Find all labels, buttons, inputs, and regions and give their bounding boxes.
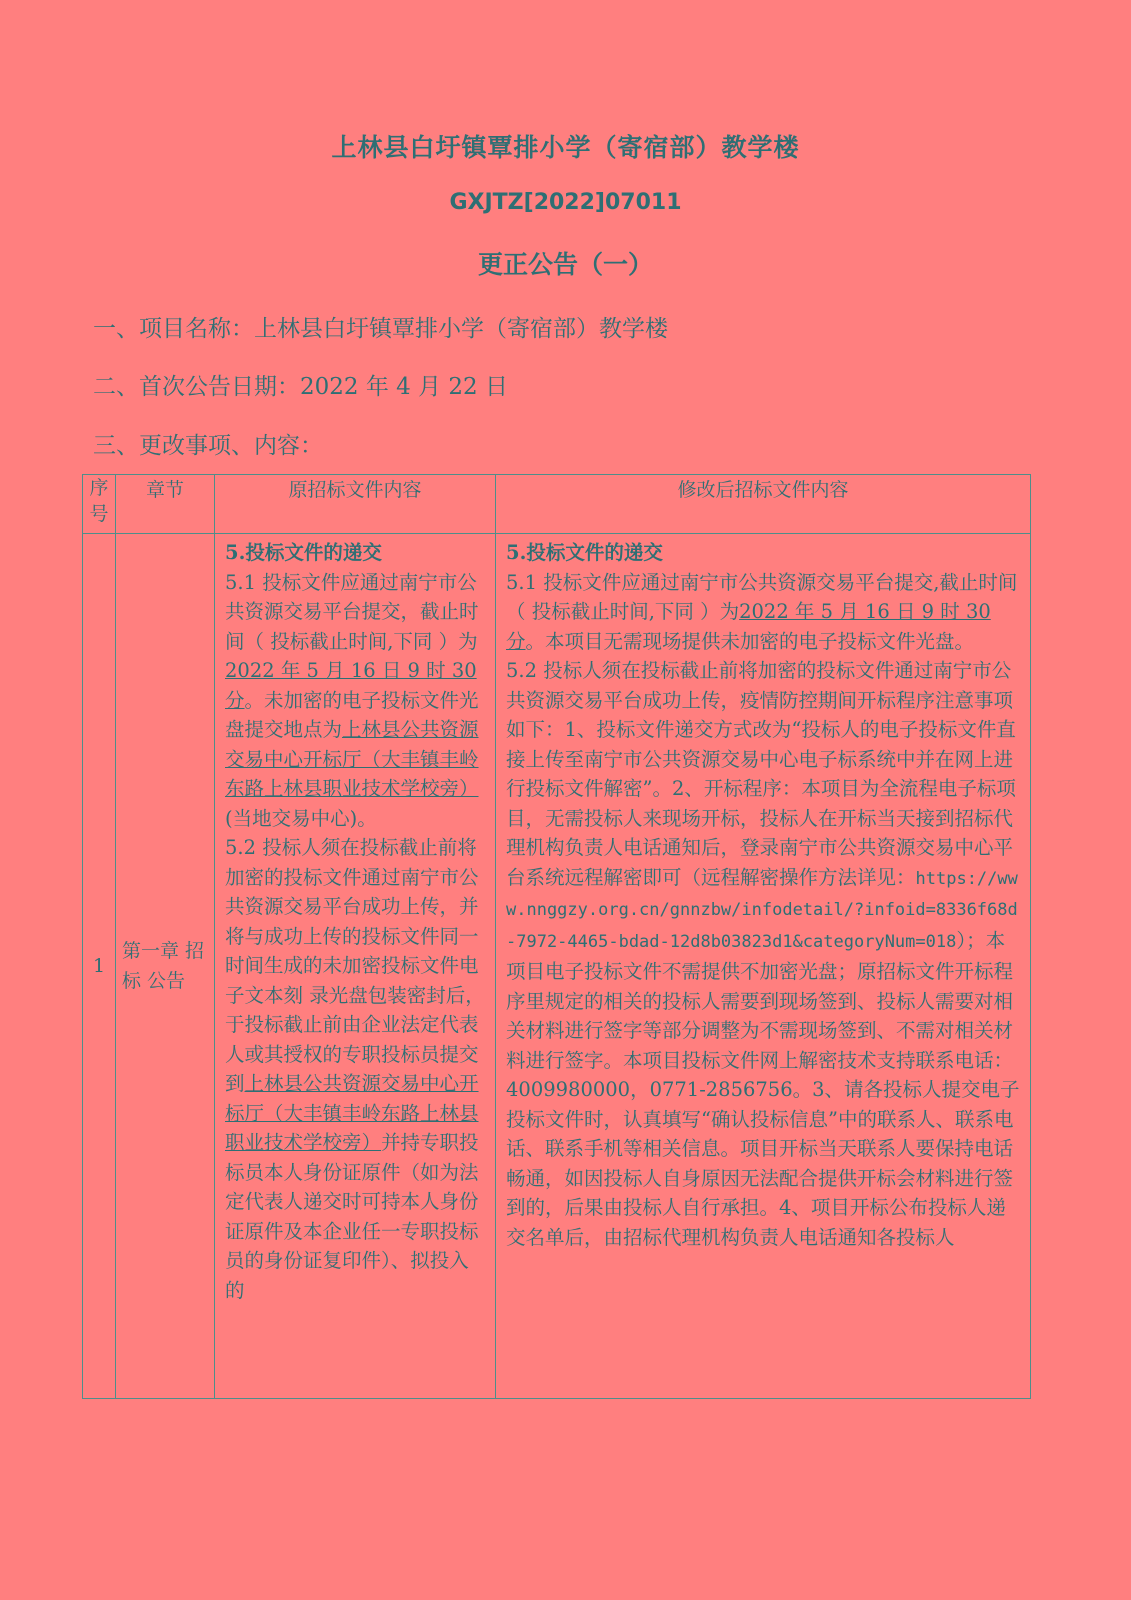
original-delivery-location: 上林县公共资源交易中心开标厅（大丰镇丰岭东路上林县职业技术学校旁） xyxy=(225,1072,479,1154)
header-serial-number: 序号 xyxy=(83,475,116,534)
project-name-line: 一、项目名称：上林县白圩镇覃排小学（寄宿部）教学楼 xyxy=(93,316,668,342)
changes-table xyxy=(82,474,1031,1399)
notice-title: 更正公告（一） xyxy=(477,250,653,279)
revised-paragraph-5-1: 5.1 投标文件应通过南宁市公共资源交易平台提交,截止时间（ 投标截止时间,下同 ）为2022 年 5 月 16 日 9 时 30 分。本项目无需现场提供未加密的电子投标文件光盘。 xyxy=(506,570,1018,653)
document-code: GXJTZ[2022]07011 xyxy=(449,190,682,215)
table-row xyxy=(83,534,1031,1399)
row-serial-number: 1 xyxy=(83,534,116,1399)
project-title: 上林县白圩镇覃排小学（寄宿部）教学楼 xyxy=(331,133,800,162)
original-paragraph-5-1: 5.1 投标文件应通过南宁市公共资源交易平台提交，截止时间（ 投标截止时间,下同 ）为2022 年 5 月 16 日 9 时 30 分。未加密的电子投标文件光盘提交地点为上林县公共资源交易中心开标厅（大丰镇丰岭东路上林县职业技术学校旁）(当地交易中心)。 xyxy=(225,570,479,830)
revised-deadline: 2022 年 5 月 16 日 9 时 30 分 xyxy=(506,600,991,653)
original-submission-location: 上林县公共资源交易中心开标厅（大丰镇丰岭东路上林县职业技术学校旁） xyxy=(225,718,479,800)
original-content-cell xyxy=(215,534,496,1399)
header-chapter: 章节 xyxy=(116,475,215,534)
row-chapter: 第一章 招 标 公告 xyxy=(116,534,215,1399)
revised-content-cell xyxy=(496,534,1031,1399)
first-announcement-date-line: 二、首次公告日期：2022 年 4 月 22 日 xyxy=(93,374,508,400)
original-deadline: 2022 年 5 月 16 日 9 时 30 分 xyxy=(225,659,477,712)
header-revised-content: 修改后招标文件内容 xyxy=(496,475,1031,534)
revised-paragraph-5-2: 5.2 投标人须在投标截止前将加密的投标文件通过南宁市公共资源交易平台成功上传，疫情防控期间开标程序注意事项如下：1、投标文件递交方式改为“投标人的电子投标文件直接上传至南宁市公共资源交易中心电子标系统中并在网上进行投标文件解密”。2、开标程序：本项目为全流程电子标项目，无需投标人来现场开标，投标人在开标当天接到招标代理机构负责人电话通知后，登录南宁市公共资源交易中心平台系统远程解密即可（远程解密操作方法详见：https://www.nnggzy.org.cn/gnnzbw/infodetail/?infoid=8336f68d-7972-4465-bdad-12d8b03823d1&categoryNum=018）；本项目电子投标文件不需提供不加密光盘；原招标文件开标程序里规定的相关的投标人需要到现场签到、投标人需要对相关材料进行签字等部分调整为不需现场签到、不需对相关材料进行签字。本项目投标文件网上解密技术支持联系电话：4009980000，0771-2856756。3、请各投标人提交电子投标文件时，认真填写“确认投标信息”中的联系人、联系电话、联系手机等相关信息。项目开标当天联系人要保持电话畅通，如因投标人自身原因无法配合提供开标会材料进行签到的，后果由投标人自行承担。4、项目开标公布投标人递交名单后，由招标代理机构负责人电话通知各投标人 xyxy=(506,659,1020,1249)
table-header-row xyxy=(83,475,1031,534)
header-original-content: 原招标文件内容 xyxy=(215,475,496,534)
revised-heading: 5.投标文件的递交 xyxy=(506,541,663,564)
decryption-guide-url: https://www.nnggzy.org.cn/gnnzbw/infodetail/?infoid=8336f68d-7972-4465-bdad-12d8b03823d1&categoryNum=018 xyxy=(506,868,1018,952)
changes-heading-line: 三、更改事项、内容： xyxy=(93,433,323,459)
original-heading: 5.投标文件的递交 xyxy=(225,541,382,564)
original-paragraph-5-2: 5.2 投标人须在投标截止前将加密的投标文件通过南宁市公共资源交易平台成功上传，并将与成功上传的投标文件同一时间生成的未加密投标文件电子文本刻 录光盘包装密封后，于投标截止前由企业法定代表人或其授权的专职投标员提交到上林县公共资源交易中心开标厅（大丰镇丰岭东路上林县职业技术学校旁）并持专职投标员本人身份证原件（如为法定代表人递交时可持本人身份证原件及本企业任一专职投标员的身份证复印件）、拟投入的 xyxy=(225,836,485,1302)
